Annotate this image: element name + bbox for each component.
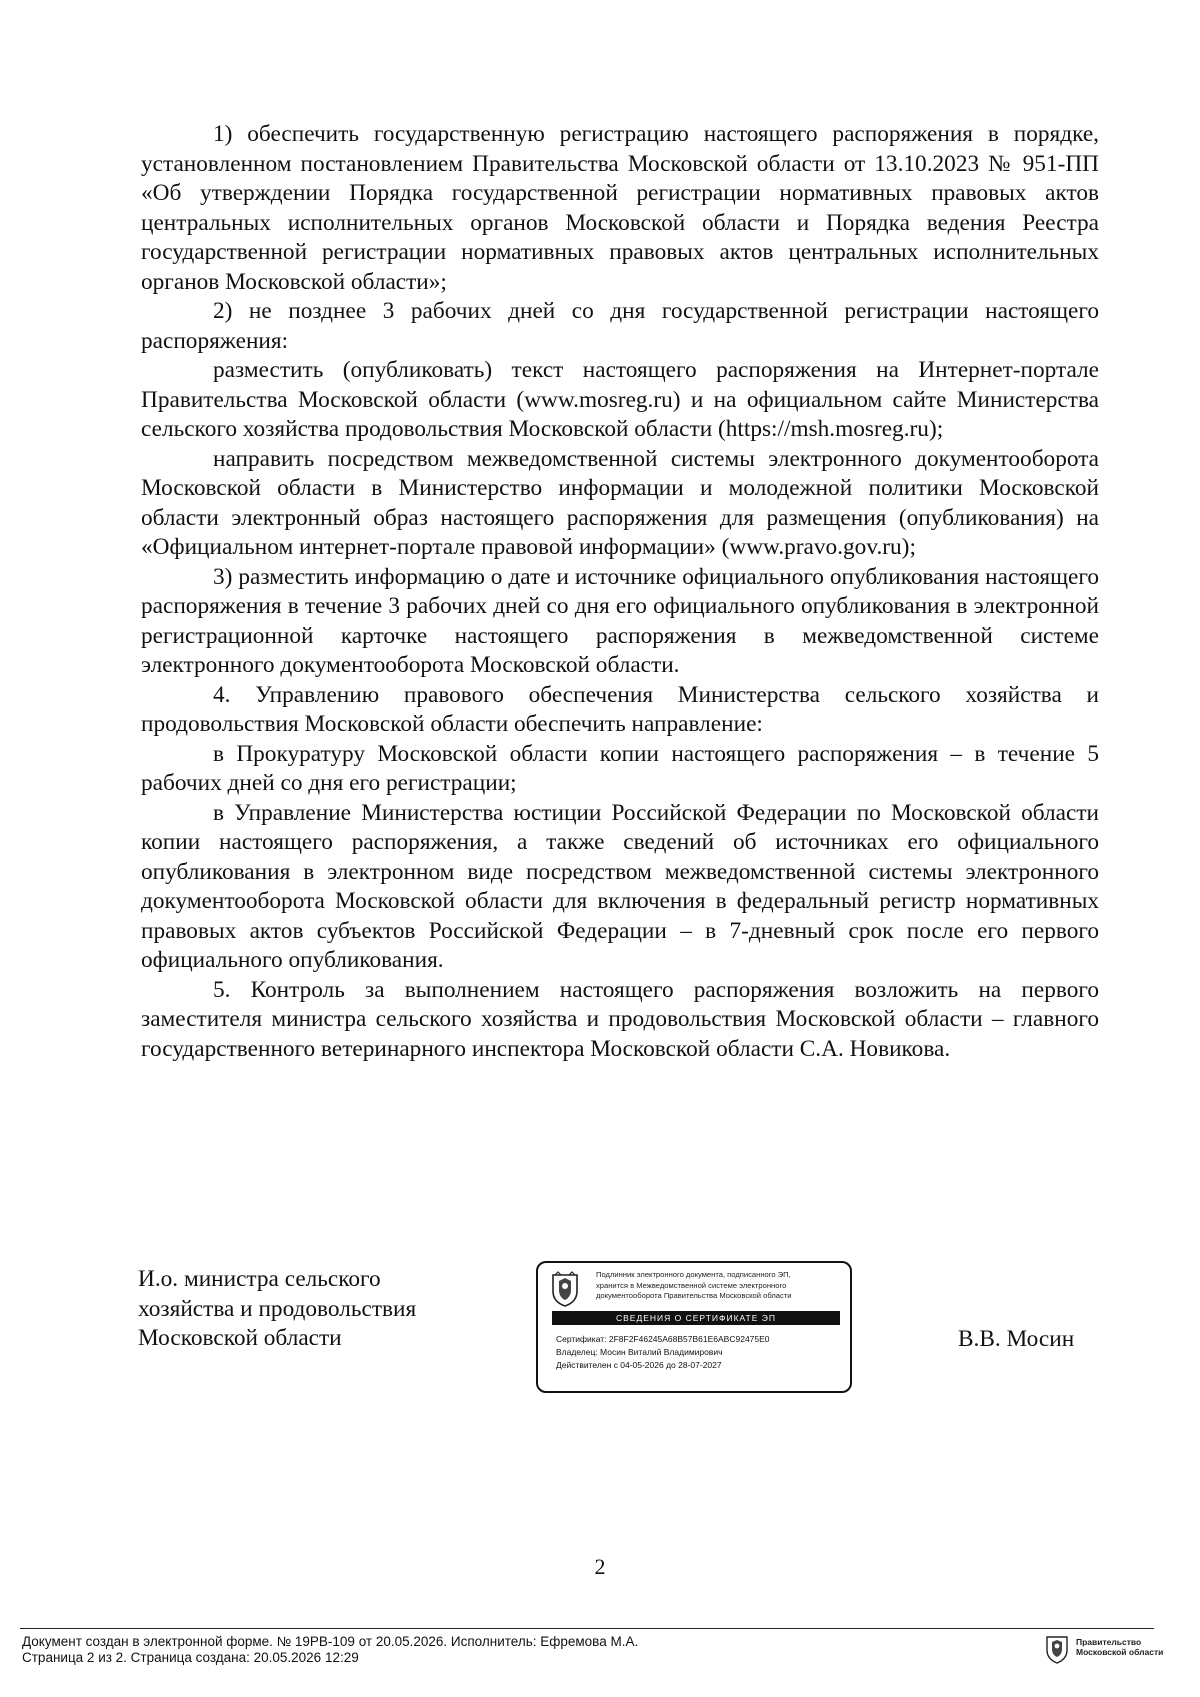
page-number: 2 [594,1554,606,1579]
paragraph-prosecutor: в Прокуратуру Московской области копии настоящего распоряжения – в течение 5 рабочих дней со дня его регистрации; [141,740,1099,796]
certificate-owner: Владелец: Мосин Виталий Владимирович [556,1347,723,1357]
coat-of-arms-icon [1045,1634,1069,1664]
certificate-number: Сертификат: 2F8F2F46245A68B57B61E6ABC92475E0 [556,1334,770,1344]
paragraph-item-3: 3) разместить информацию о дате и источнике официального опубликования настоящего распоряжения в течение 3 рабочих дней со дня его официального опубликования в электронной регистрационной карточке настоящего распоряжения в межведомственной системе электронного документооборота Московской области. [141,563,1099,678]
position-line: И.о. министра сельского [138,1266,381,1292]
position-line: хозяйства и продовольствия [138,1295,417,1322]
footer-divider [20,1628,1154,1629]
paragraph-item-4: 4. Управлению правового обеспечения Министерства сельского хозяйства и продовольствия Московской области обеспечить направление: [141,681,1099,737]
stamp-notice [596,1270,848,1302]
paragraph-item-1: 1) обеспечить государственную регистрацию настоящего распоряжения в порядке, установленном постановлением Правительства Московской области от 13.10.2023 № 951-ПП «Об утверждении Порядка государственной регистрации нормативных правовых актов центральных исполнительных органов Московской области и Порядка ведения Реестра государственной регистрации нормативных правовых актов центральных исполнительных органов Московской области»; [141,121,1099,295]
stamp-certificate-header: СВЕДЕНИЯ О СЕРТИФИКАТЕ ЭП [552,1311,840,1325]
footer-organization [1076,1637,1163,1657]
footer-org-line: Правительство [1076,1637,1142,1647]
coat-of-arms-icon [550,1271,580,1307]
stamp-notice-line: документооборота Правительства Московской области [596,1291,792,1300]
certificate-validity: Действителен с 04-05-2026 до 28-07-2027 [556,1360,722,1370]
stamp-certificate-details [556,1333,846,1372]
footer-document-line: Документ создан в электронной форме. № 19РВ-109 от 20.05.2026. Исполнитель: Ефремова М.А. [22,1634,639,1649]
signatory-position [138,1265,416,1354]
paragraph-item-5: 5. Контроль за выполнением настоящего распоряжения возложить на первого заместителя министра сельского хозяйства и продовольствия Московской области – главного государственного ветеринарного инспектора Московской области С.А. Новикова. [141,976,1099,1062]
position-line: Московской области [138,1325,342,1351]
footer-page-line: Страница 2 из 2. Страница создана: 20.05.2026 12:29 [22,1649,359,1665]
document-body [141,120,1099,1064]
paragraph-justice: в Управление Министерства юстиции Российской Федерации по Московской области копии настоящего распоряжения, а также сведений об источниках его официального опубликования в электронном виде посредством межведомственной системы электронного документооборота Московской области для включения в федеральный регистр нормативных правовых актов субъектов Российской Федерации – в 7-дневный срок после его первого официального опубликования. [141,799,1099,973]
footer-org-line: Московской области [1076,1647,1164,1657]
paragraph-send-ministry: направить посредством межведомственной системы электронного документооборота Московской области в Министерство информации и молодежной политики Московской области электронный образ настоящего распоряжения для размещения (опубликования) на «Официальном интернет-портале правовой информации» (www.pravo.gov.ru); [141,445,1099,560]
paragraph-item-2: 2) не позднее 3 рабочих дней со дня государственной регистрации настоящего распоряжения: [141,298,1099,354]
stamp-notice-line: хранится в Межведомственной системе электронного [596,1280,787,1290]
signatory-name: В.В. Мосин [958,1326,1075,1352]
electronic-signature-stamp [536,1261,852,1393]
paragraph-publish-site: разместить (опубликовать) текст настоящего распоряжения на Интернет-портале Правительства Московской области (www.mosreg.ru) и на официальном сайте Министерства сельского хозяйства продовольствия Московской области (https://msh.mosreg.ru); [141,357,1099,442]
footer-info [22,1634,638,1665]
stamp-notice-line: Подлинник электронного документа, подписанного ЭП, [596,1270,791,1279]
